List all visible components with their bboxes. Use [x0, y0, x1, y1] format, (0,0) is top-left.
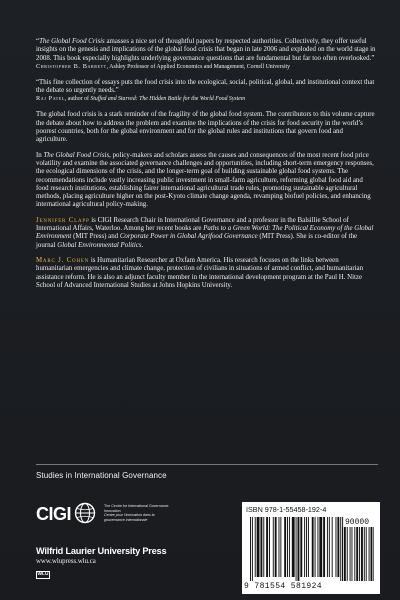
- addon-bar: [356, 527, 358, 581]
- addon-bar: [373, 527, 374, 581]
- description-paragraph-1: The global food crisis is a stark reminder of the fragility of the global food system. The contributors to this volume capture the debate about how to address the problem and examine the implications of the crisis for food security in the world’s poorest countries, both for the global environment and for the global rules and institutions that govern food and agriculture.: [36, 111, 375, 144]
- blurb-affiliation: , author of: [64, 96, 91, 103]
- barcode-bar: [300, 517, 302, 577]
- blurb-patel: [36, 79, 376, 104]
- wlu-badge: WLU: [37, 572, 49, 577]
- barcode-bar: [296, 517, 297, 581]
- barcode: [242, 502, 380, 594]
- barcode-bar: [304, 517, 305, 577]
- editor-name: Jennifer Clapp: [36, 216, 90, 224]
- blurb-book-title: The Global Food Crisis: [39, 38, 105, 45]
- book-title: The Global Food Crisis: [43, 151, 110, 159]
- cigi-name-fr: Centre pour l’innovation dans la gouvernance internationale: [104, 513, 155, 522]
- addon-bar: [344, 527, 346, 581]
- globe-icon: [74, 502, 96, 524]
- barcode-bar: [284, 517, 286, 577]
- barcode-bar: [257, 517, 260, 577]
- ean-digits: 9 781554 581924: [244, 582, 323, 591]
- addon-bar: [359, 527, 360, 581]
- addon-bar: [342, 527, 343, 581]
- description-paragraph-2: In The Global Food Crisis, policy-makers and scholars assess the causes and consequences of the most recent food price volatility and examine the associated governance challenges and opportunities, including short-term emergency responses, the ecological dimensions of the crisis, and the longer-term goal of building sustainable global food systems. The recommendations include vastly increasing public investment in small-farm agriculture, reforming global food aid and food research institutions, establishing fairer international agricultural trade rules, promoting sustainable agricultural methods, placing agriculture higher on the post-Kyoto climate change agenda, revamping biofuel policies, and enhancing international agricultural policy-making.: [36, 151, 374, 209]
- blurb-affiliation: , Ashley Professor of Applied Economics and Management, Cornell University: [106, 63, 291, 70]
- addon-bar: [347, 527, 348, 581]
- series-title: Studies in International Governance: [36, 471, 167, 480]
- addon-bar: [366, 527, 367, 581]
- barcode-bar: [279, 517, 280, 577]
- blurb-barrett: [36, 38, 376, 71]
- barcode-bar: [280, 517, 281, 577]
- barcode-bar: [306, 517, 307, 577]
- bio-clapp: Jennifer Clapp is CIGI Research Chair in International Governance and a professor in the Balsillie School of International Affairs, Waterloo. Among her recent books are Paths to a Green World: The Political Economy of the Global Environment (MIT Press) and Corporate Power in Global Agrifood Governance (MIT Press). She is co-editor of the journal Global Environmental Politics.: [36, 216, 374, 249]
- barcode-bar: [250, 517, 251, 581]
- publisher-url: www.wlupress.wlu.ca: [36, 558, 96, 565]
- editor-name: Marc J. Cohen: [36, 256, 90, 264]
- barcode-bar: [323, 517, 325, 577]
- barcode-bar: [287, 517, 288, 577]
- addon-bar: [354, 527, 355, 581]
- barcode-bar: [269, 517, 270, 577]
- isbn-label: ISBN 978-1-55458-192-4: [246, 505, 327, 514]
- price-code: 90000: [345, 518, 370, 527]
- barcode-bar: [292, 517, 295, 577]
- blurb-text: amasses a nice set of thoughtful papers by respected authorities. Collectively, they offer useful insights on the genesis and implications of the global food crisis that began in late 2006 and exploded on the world stage in 2008. This book especially highlights underlying governance questions that are fundamental but far too often overlooked.”: [36, 38, 376, 62]
- barcode-bar: [266, 517, 268, 577]
- barcode-bars: [250, 515, 374, 581]
- addon-bar: [350, 527, 351, 581]
- barcode-bar: [275, 517, 277, 577]
- cigi-logo-block: [36, 500, 176, 536]
- barcode-bar: [312, 517, 314, 577]
- blurb-text: “This fine collection of essays puts the food crisis into the ecological, social, political, global, and institutional context that the debate so urgently needs.”: [36, 78, 375, 95]
- barcode-bar: [319, 517, 322, 577]
- bio-cohen: Marc J. Cohen is Humanitarian Researcher at Oxfam America. His research focuses on the links between humanitarian emergencies and climate change, protection of civilians in situations of armed conflict, and humanitarian assistance reform. He is also an adjunct faculty member in the international development program at the Paul H. Nitze School of Advanced International Studies at Johns Hopkins University.: [36, 256, 364, 289]
- barcode-bar: [332, 517, 333, 577]
- cigi-logo: CIGI: [36, 504, 72, 524]
- publisher-name: Wilfrid Laurier University Press: [36, 546, 167, 556]
- barcode-bar: [255, 517, 256, 577]
- barcode-bar: [336, 517, 337, 577]
- blurb-author: Christopher B. Barrett: [36, 62, 107, 70]
- addon-bar: [369, 527, 370, 581]
- barcode-bar: [273, 517, 274, 577]
- barcode-bar: [289, 517, 290, 577]
- divider: [36, 464, 378, 465]
- barcode-bar: [337, 517, 339, 577]
- addon-bar: [371, 527, 373, 581]
- cigi-name-en: The Centre for International Governance Innovation: [104, 504, 169, 513]
- barcode-bar: [298, 517, 300, 581]
- barcode-bar: [252, 517, 253, 581]
- barcode-bar: [317, 517, 318, 577]
- addon-bar: [364, 527, 365, 581]
- barcode-bar: [308, 517, 309, 577]
- barcode-bar: [329, 517, 330, 577]
- addon-bar: [352, 527, 353, 581]
- barcode-bar: [340, 517, 341, 581]
- cover-text: [36, 38, 376, 297]
- barcode-bar: [327, 517, 328, 577]
- blurb-author: Raj Patel: [36, 95, 65, 103]
- barcode-bar: [260, 517, 262, 577]
- addon-bar: [361, 527, 363, 581]
- blurb-author-book: Stuffed and Starved: The Hidden Battle for the World Food System: [90, 96, 246, 103]
- open-quote: “: [36, 38, 40, 45]
- barcode-bar: [263, 517, 264, 577]
- barcode-bar: [315, 517, 316, 577]
